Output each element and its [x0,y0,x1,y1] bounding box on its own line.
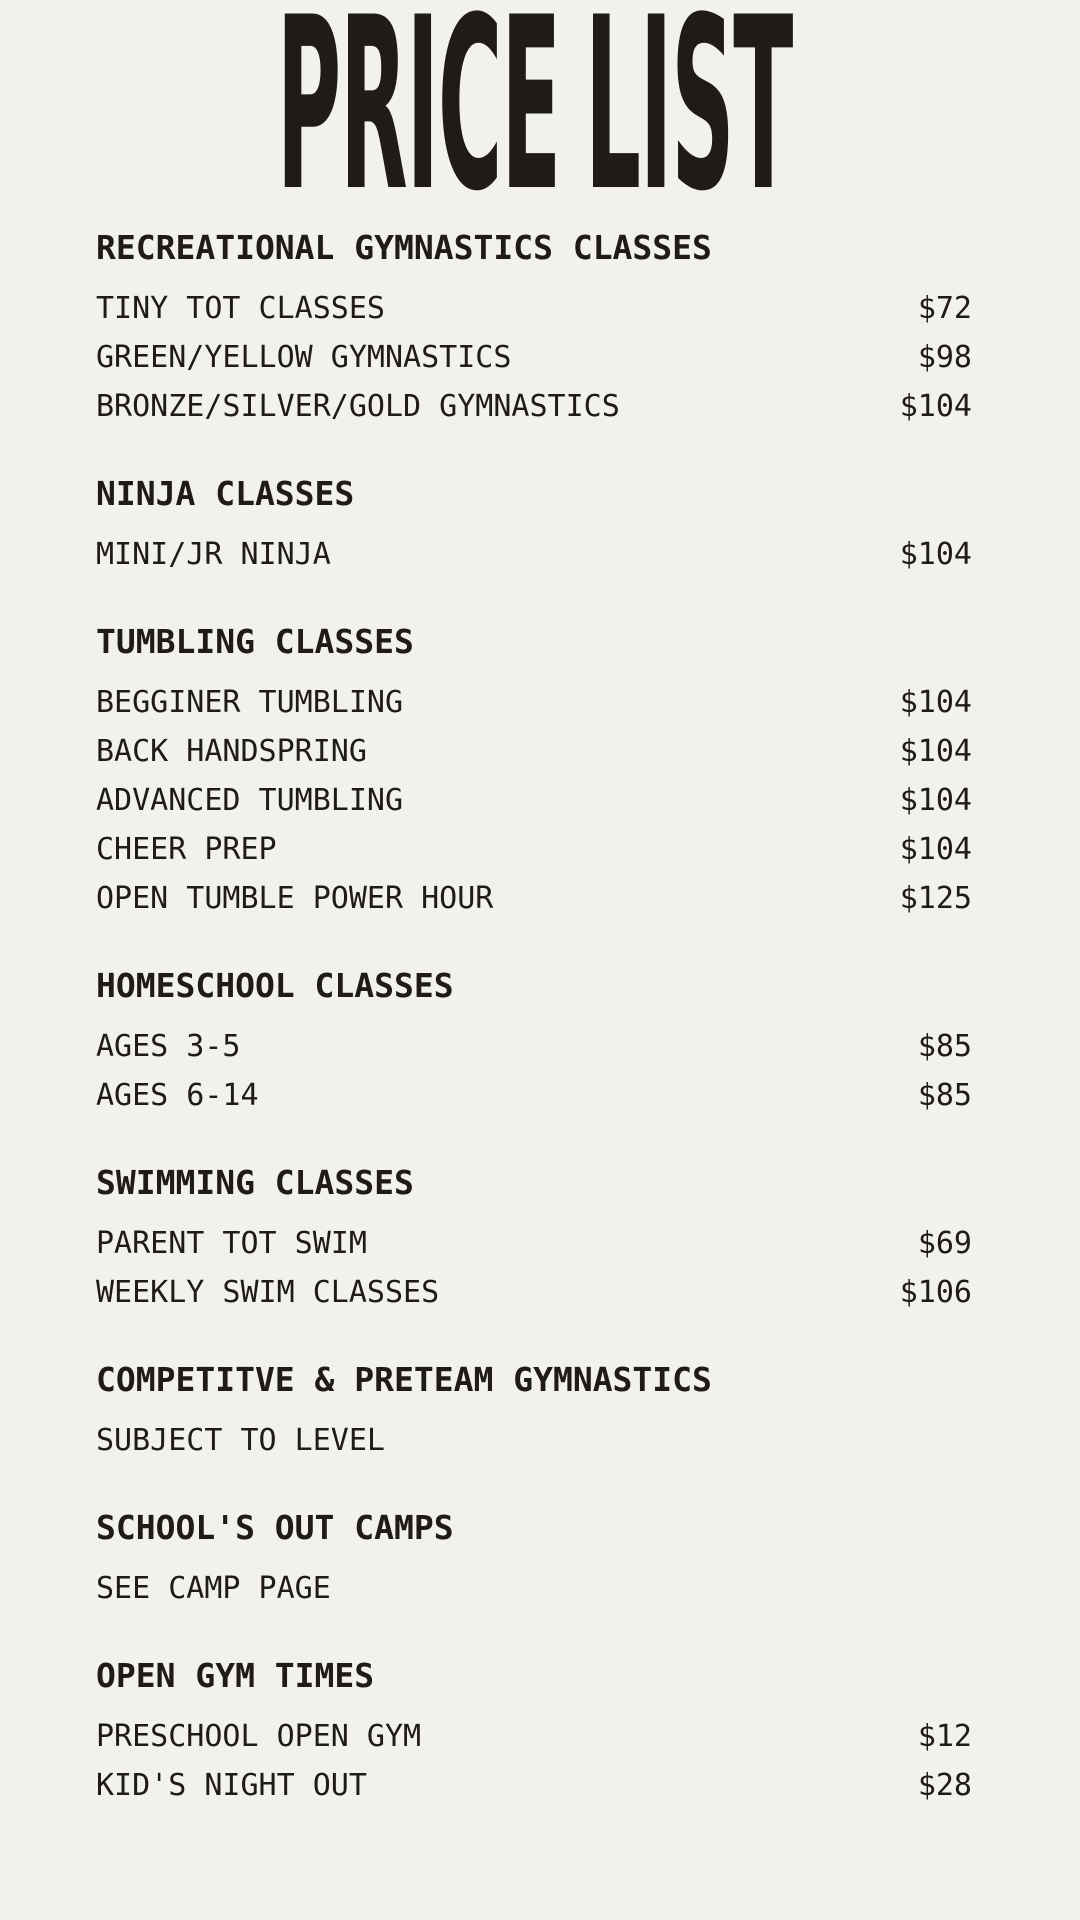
item-label: AGES 3-5 [96,1029,241,1064]
item-price: $104 [899,734,972,769]
item-label: PRESCHOOL OPEN GYM [96,1719,422,1754]
item-label: AGES 6-14 [96,1078,259,1113]
section-rows [96,1564,972,1613]
price-row [96,825,972,874]
item-label: BEGGINER TUMBLING [96,685,404,720]
section-heading: RECREATIONAL GYMNASTICS CLASSES [96,228,712,267]
price-row [96,1071,972,1120]
item-label: BRONZE/SILVER/GOLD GYMNASTICS [96,389,620,424]
item-label: TINY TOT CLASSES [96,291,385,326]
section-rows [96,678,972,923]
price-row [96,874,972,923]
section-heading: COMPETITVE & PRETEAM GYMNASTICS [96,1360,712,1399]
price-section [96,1163,972,1317]
item-price: $125 [899,881,972,916]
price-section [96,228,972,431]
price-row [96,727,972,776]
price-section [96,622,972,923]
item-price: $104 [899,537,972,572]
item-price: $104 [899,832,972,867]
price-row [96,1712,972,1761]
item-label: BACK HANDSPRING [96,734,367,769]
item-label: SEE CAMP PAGE [96,1571,331,1606]
price-row [96,284,972,333]
item-label: SUBJECT TO LEVEL [96,1423,385,1458]
item-price: $104 [899,685,972,720]
section-rows [96,1712,972,1810]
price-section [96,474,972,579]
item-label: ADVANCED TUMBLING [96,783,404,818]
section-rows [96,284,972,431]
section-rows [96,1416,972,1465]
section-heading: TUMBLING CLASSES [96,622,414,661]
price-row [96,333,972,382]
price-section [96,1360,972,1465]
section-heading: SCHOOL'S OUT CAMPS [96,1508,454,1547]
item-price: $85 [917,1078,972,1113]
item-price: $106 [899,1275,972,1310]
price-row [96,1416,972,1465]
item-price: $98 [917,340,972,375]
page-title-text: PRICE LIST [276,0,792,244]
item-label: GREEN/YELLOW GYMNASTICS [96,340,512,375]
item-price: $12 [917,1719,972,1754]
item-price: $104 [899,389,972,424]
title-block [96,0,972,244]
item-label: MINI/JR NINJA [96,537,331,572]
item-label: OPEN TUMBLE POWER HOUR [96,881,494,916]
section-rows [96,1022,972,1120]
section-heading: OPEN GYM TIMES [96,1656,375,1695]
item-label: PARENT TOT SWIM [96,1226,367,1261]
section-heading: HOMESCHOOL CLASSES [96,966,454,1005]
price-row [96,1268,972,1317]
price-row [96,1761,972,1810]
item-label: CHEER PREP [96,832,277,867]
section-rows [96,530,972,579]
price-row [96,1564,972,1613]
item-label: KID'S NIGHT OUT [96,1768,367,1803]
price-row [96,530,972,579]
price-row [96,1219,972,1268]
section-rows [96,1219,972,1317]
price-section [96,966,972,1120]
price-row [96,776,972,825]
item-price: $69 [917,1226,972,1261]
item-price: $72 [917,291,972,326]
page-title [0,0,1080,244]
item-price: $85 [917,1029,972,1064]
price-row [96,1022,972,1071]
item-price: $104 [899,783,972,818]
section-heading: SWIMMING CLASSES [96,1163,414,1202]
price-section [96,1656,972,1810]
price-sections [96,228,972,1810]
item-price: $28 [917,1768,972,1803]
price-row [96,678,972,727]
item-label: WEEKLY SWIM CLASSES [96,1275,440,1310]
section-heading: NINJA CLASSES [96,474,355,513]
price-row [96,382,972,431]
price-section [96,1508,972,1613]
